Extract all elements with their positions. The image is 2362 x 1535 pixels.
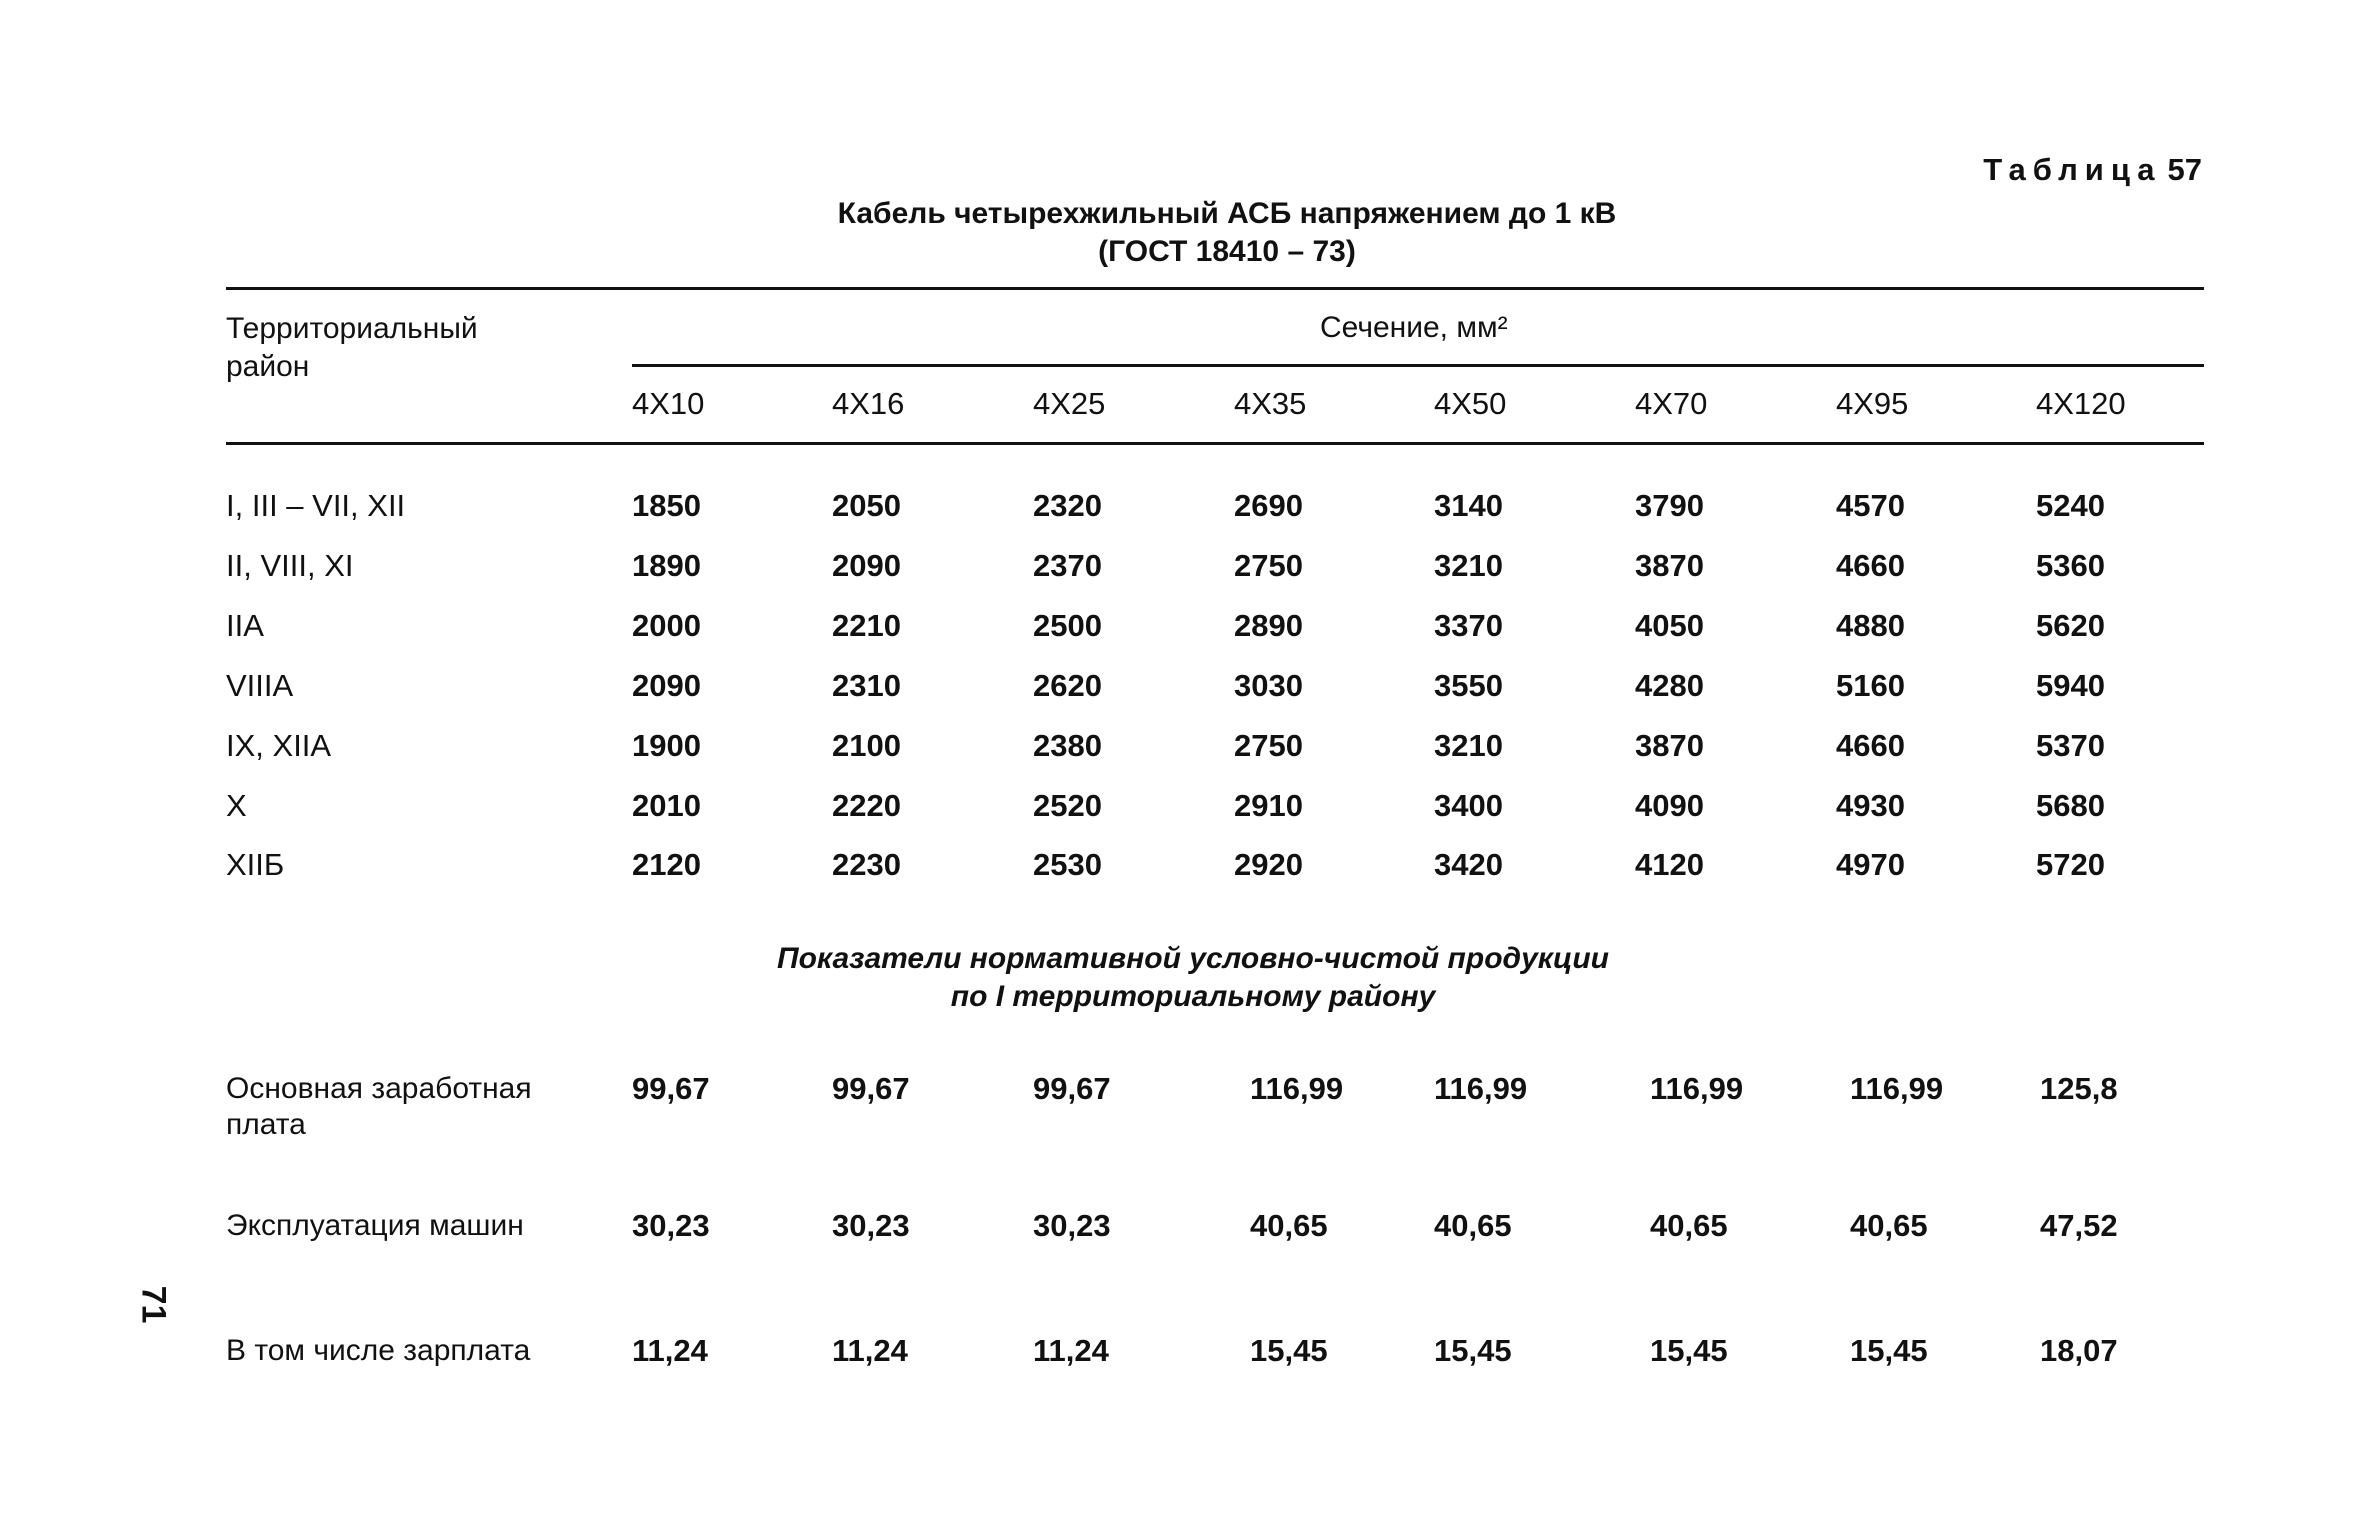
row-district-label: IIA [226,608,264,643]
indicator-value: 15,45 [1434,1333,1512,1368]
column-header: 4Х70 [1635,386,1708,421]
table-cell: 5680 [2036,788,2105,823]
indicator-value: 116,99 [1434,1071,1528,1106]
table-cell: 5620 [2036,608,2105,643]
table-cell: 3140 [1434,488,1503,523]
table-cell: 2220 [832,788,901,823]
table-cell: 1850 [632,488,701,523]
indicator-value: 30,23 [632,1208,710,1243]
indicator-value: 15,45 [1850,1333,1928,1368]
indicator-value: 125,8 [2040,1071,2118,1106]
table-cell: 4970 [1836,847,1905,882]
indicator-value: 99,67 [832,1071,910,1106]
row-district-label: XIIБ [226,847,285,882]
table-header-rule [226,442,2204,445]
table-cell: 4050 [1635,608,1704,643]
table-cell: 2890 [1234,608,1303,643]
table-cell: 5720 [2036,847,2105,882]
table-cell: 4570 [1836,488,1905,523]
table-number [1983,152,2202,188]
table-cell: 2120 [632,847,701,882]
indicators-title-line-1: Показатели нормативной условно-чистой продукции [776,942,1610,975]
table-cell: 4930 [1836,788,1905,823]
indicator-label-continued: плата [226,1108,306,1141]
table-top-rule [226,287,2204,290]
indicator-label: Эксплуатация машин [226,1209,524,1242]
table-cell: 4660 [1836,728,1905,763]
table-cell: 2620 [1033,668,1102,703]
table-cell: 3400 [1434,788,1503,823]
table-number-label: Таблица [1983,152,2162,187]
row-district-label: VIIIA [226,668,294,703]
indicator-value: 47,52 [2040,1208,2118,1243]
indicator-value: 99,67 [1033,1071,1111,1106]
table-cell: 5160 [1836,668,1905,703]
table-cell: 3210 [1434,548,1503,583]
table-cell: 3030 [1234,668,1303,703]
table-cell: 4880 [1836,608,1905,643]
table-cell: 2090 [832,548,901,583]
column-header: 4Х10 [632,386,705,421]
row-district-label: X [226,788,247,823]
table-cell: 5240 [2036,488,2105,523]
table-cell: 3870 [1635,728,1704,763]
indicator-value: 40,65 [1650,1208,1728,1243]
table-cell: 2230 [832,847,901,882]
header-section: Сечение, мм² [1320,311,1508,344]
table-cell: 5940 [2036,668,2105,703]
table-cell: 3420 [1434,847,1503,882]
indicator-value: 11,24 [1033,1333,1109,1368]
indicator-value: 116,99 [1650,1071,1744,1106]
table-cell: 2210 [832,608,901,643]
table-cell: 2100 [832,728,901,763]
column-header: 4Х35 [1234,386,1307,421]
indicator-value: 15,45 [1250,1333,1328,1368]
indicator-value: 18,07 [2040,1333,2118,1368]
indicator-label: Основная заработная [226,1072,532,1105]
header-district-label: Территориальный район [226,312,478,383]
indicator-value: 99,67 [632,1071,710,1106]
table-cell: 2750 [1234,548,1303,583]
table-number-value: 57 [2167,152,2202,187]
table-cell: 2000 [632,608,701,643]
table-cell: 2920 [1234,847,1303,882]
table-cell: 2010 [632,788,701,823]
row-district-label: II, VIII, XI [226,548,354,583]
column-header: 4Х25 [1033,386,1106,421]
header-district [226,310,526,386]
table-cell: 2910 [1234,788,1303,823]
table-cell: 2750 [1234,728,1303,763]
column-header: 4Х95 [1836,386,1909,421]
table-cell: 3790 [1635,488,1704,523]
table-cell: 2370 [1033,548,1102,583]
indicator-value: 30,23 [1033,1208,1111,1243]
indicator-value: 40,65 [1850,1208,1928,1243]
table-cell: 5360 [2036,548,2105,583]
indicator-value: 11,24 [832,1333,908,1368]
table-cell: 1900 [632,728,701,763]
table-cell: 4660 [1836,548,1905,583]
table-cell: 3550 [1434,668,1503,703]
row-district-label: I, III – VII, XII [226,488,406,523]
table-cell: 2520 [1033,788,1102,823]
table-cell: 2050 [832,488,901,523]
column-header: 4Х120 [2036,386,2126,421]
table-cell: 4090 [1635,788,1704,823]
table-cell: 2690 [1234,488,1303,523]
table-cell: 4120 [1635,847,1704,882]
table-cell: 4280 [1635,668,1704,703]
table-cell: 2380 [1033,728,1102,763]
indicator-label: В том числе зарплата [226,1334,531,1367]
table-cell: 1890 [632,548,701,583]
indicator-value: 30,23 [832,1208,910,1243]
column-header: 4Х50 [1434,386,1507,421]
page-number: 71 [134,1285,173,1324]
table-cell: 2530 [1033,847,1102,882]
table-title-line-1: Кабель четырехжильный АСБ напряжением до 1 кВ [837,197,1617,230]
indicator-value: 40,65 [1434,1208,1512,1243]
table-cell: 3210 [1434,728,1503,763]
indicator-value: 15,45 [1650,1333,1728,1368]
indicators-title-line-2: по I территориальному району [950,980,1436,1013]
column-header: 4Х16 [832,386,905,421]
section-header-rule [632,364,2204,367]
indicator-value: 116,99 [1850,1071,1944,1106]
table-cell: 2090 [632,668,701,703]
table-cell: 2500 [1033,608,1102,643]
indicator-value: 11,24 [632,1333,708,1368]
table-cell: 2320 [1033,488,1102,523]
table-cell: 3370 [1434,608,1503,643]
table-title-line-2: (ГОСТ 18410 – 73) [1098,235,1356,268]
table-cell: 5370 [2036,728,2105,763]
table-cell: 3870 [1635,548,1704,583]
row-district-label: IX, XIIA [226,728,332,763]
indicator-value: 116,99 [1250,1071,1344,1106]
indicator-value: 40,65 [1250,1208,1328,1243]
table-cell: 2310 [832,668,901,703]
